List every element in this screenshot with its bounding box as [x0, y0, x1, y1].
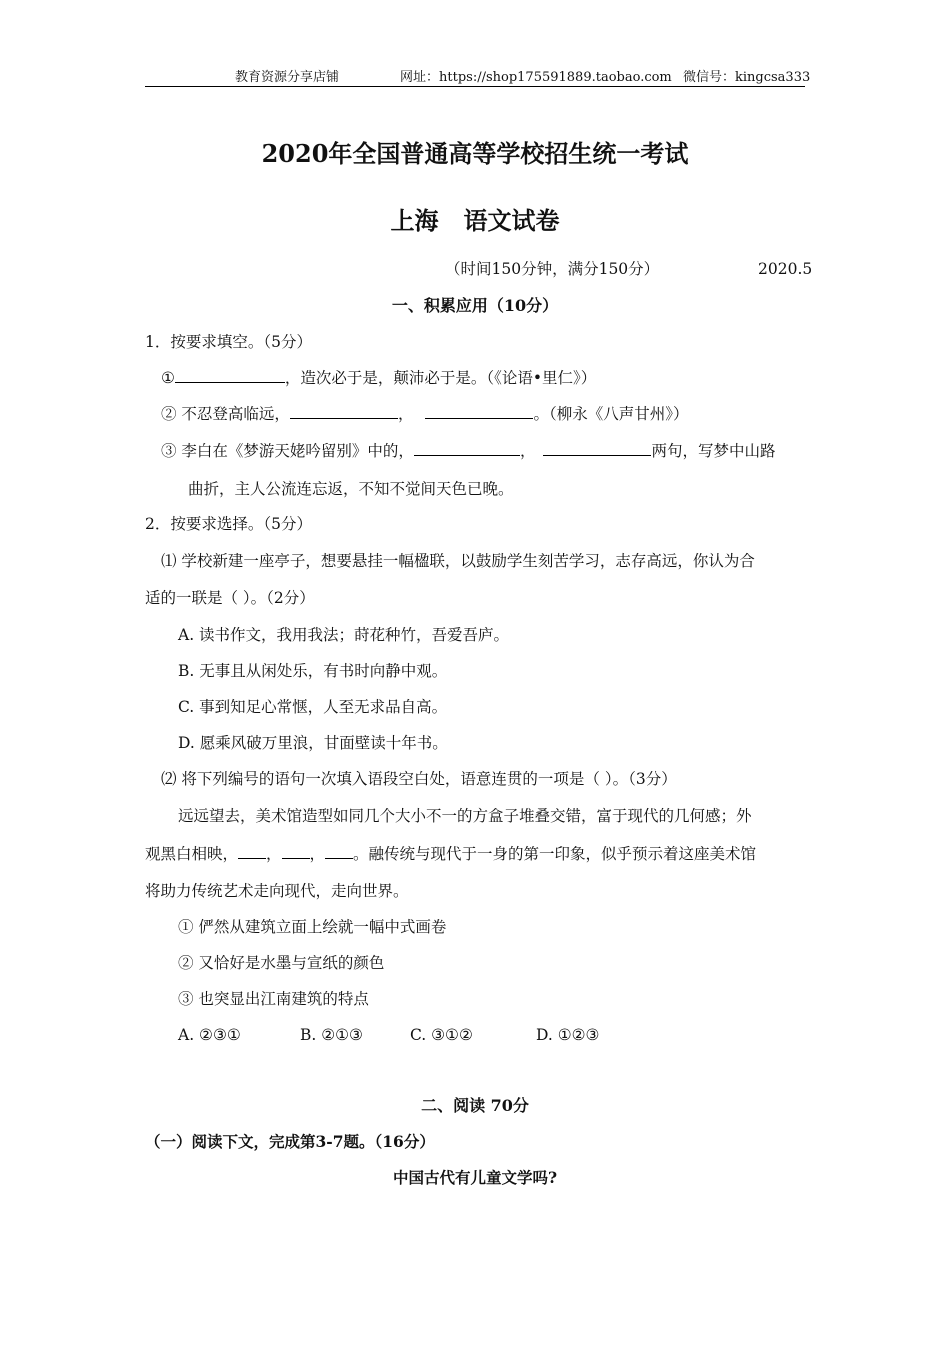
q1-item1-number: ① — [161, 369, 175, 387]
passage-line3: 将助力传统艺术走向现代，走向世界。 — [145, 882, 409, 900]
passage-blank[interactable] — [325, 843, 353, 859]
answer-option-d: D. ①②③ — [536, 1026, 600, 1044]
passage-sep: ， — [309, 845, 326, 863]
q1-item1-text: ，造次必于是，颠沛必于是。（《论语•里仁》） — [284, 369, 597, 387]
passage-sep: ， — [266, 845, 282, 863]
q2-stem: 2．按要求选择。（5分） — [145, 515, 312, 533]
q1-item3-text: ③ 李白在《梦游天姥吟留别》中的， — [161, 442, 414, 460]
passage-line2-start: 观黑白相映， — [145, 845, 239, 863]
exam-title: 2020年全国普通高等学校招生统一考试 — [261, 139, 689, 168]
q2-sub1-line2: 适的一联是（ ）。（2分） — [145, 589, 315, 607]
q2-sub1-line1: ⑴ 学校新建一座亭子，想要悬挂一幅楹联，以鼓励学生刻苦学习，志存高远，你认为合 — [161, 552, 755, 570]
q1-item2-sep: ， — [397, 405, 414, 423]
answer-option-c: C. ③①② — [410, 1026, 473, 1044]
q1-item3-sep: ， — [519, 442, 536, 460]
q1-item2-source: 。（柳永《八声甘州》） — [533, 405, 689, 423]
q1-item3-continued: 曲折，主人公流连忘返，不知不觉间天色已晚。 — [188, 480, 514, 498]
article-title: 中国古代有儿童文学吗? — [392, 1168, 558, 1187]
answer-blank[interactable] — [414, 440, 520, 456]
answer-option-b: B. ②①③ — [300, 1026, 363, 1044]
passage-blank[interactable] — [282, 843, 310, 859]
time-info: （时间150分钟，满分150分） — [445, 260, 660, 278]
q1-item3-text-end: 两句，写梦中山路 — [651, 442, 776, 460]
section2-heading: 二、阅读 70分 — [421, 1096, 529, 1115]
q1-item1 — [161, 367, 596, 389]
q2-option-d: D. 愿乘风破万里浪，甘面壁读十年书。 — [178, 734, 448, 752]
sentence-3: ③ 也突显出江南建筑的特点 — [178, 990, 369, 1008]
answer-blank[interactable] — [543, 440, 651, 456]
exam-date: 2020.5 — [758, 260, 813, 278]
sentence-2: ② 又恰好是水墨与宣纸的颜色 — [178, 954, 385, 972]
passage-line1: 远远望去，美术馆造型如同几个大小不一的方盒子堆叠交错，富于现代的几何感；外 — [178, 807, 752, 825]
section1-heading: 一、积累应用（10分） — [391, 296, 559, 315]
q2-option-c: C. 事到知足心常惬，人至无求品自高。 — [178, 698, 448, 716]
q2-sub2: ⑵ 将下列编号的语句一次填入语段空白处，语意连贯的一项是（ ）。（3分） — [161, 770, 677, 788]
q1-item2-text: ② 不忍登高临远， — [161, 405, 290, 423]
q1-item3 — [161, 440, 775, 462]
answer-option-a: A. ②③① — [178, 1026, 241, 1044]
header-shop: 教育资源分享店铺 — [235, 70, 340, 85]
header-wechat: 微信号：kingcsa333 — [683, 70, 811, 85]
passage-blank[interactable] — [238, 843, 266, 859]
reading-part1-instruction: （一）阅读下文，完成第3-7题。（16分） — [145, 1132, 435, 1151]
q1-stem: 1．按要求填空。（5分） — [145, 333, 312, 351]
q1-item2 — [161, 403, 688, 425]
passage-line2-end: 。融传统与现代于一身的第一印象，似乎预示着这座美术馆 — [353, 845, 757, 863]
answer-blank[interactable] — [290, 403, 398, 419]
passage-line2 — [145, 843, 756, 865]
page-header — [145, 66, 811, 86]
header-divider — [145, 86, 805, 87]
exam-subtitle: 上海 语文试卷 — [390, 206, 560, 235]
answer-blank[interactable] — [175, 367, 285, 383]
q2-option-b: B. 无事且从闲处乐，有书时向静中观。 — [178, 662, 448, 680]
answer-blank[interactable] — [425, 403, 533, 419]
sentence-1: ① 俨然从建筑立面上绘就一幅中式画卷 — [178, 918, 447, 936]
q2-option-a: A. 读书作文，我用我法；莳花种竹，吾爱吾庐。 — [178, 626, 510, 644]
header-url: 网址：https://shop175591889.taobao.com — [400, 70, 672, 85]
